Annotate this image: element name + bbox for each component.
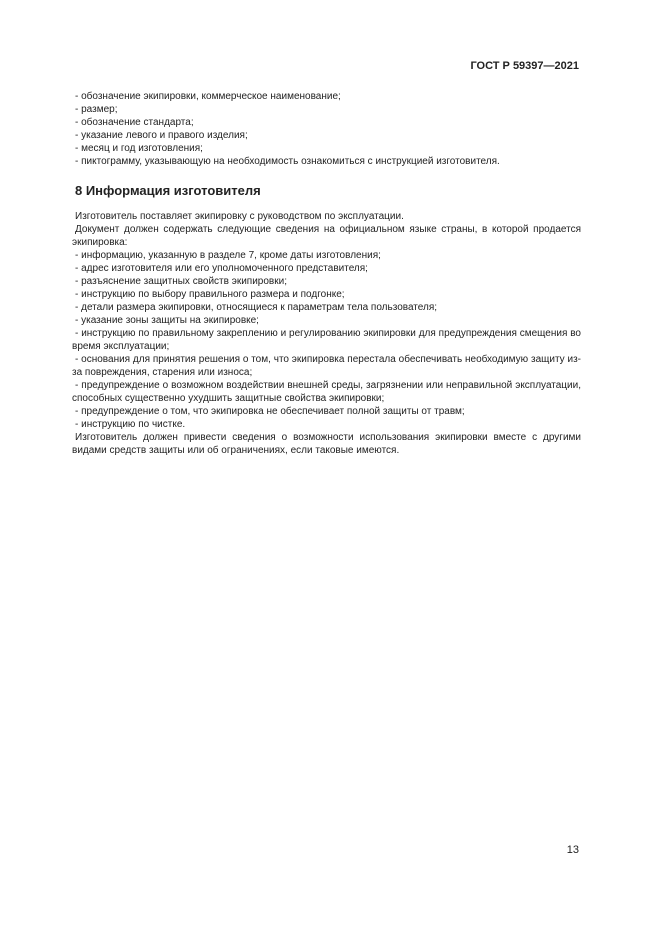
page-number: 13 bbox=[566, 844, 579, 856]
list-item: - обозначение стандарта; bbox=[75, 117, 194, 128]
list-item: - инструкцию по выбору правильного размера и подгонке; bbox=[75, 289, 345, 300]
paragraph: Изготовитель должен привести сведения о возможности использования экипировки вместе с другими видами средств защиты или об ограничениях, если таковые имеются. bbox=[72, 432, 581, 456]
document-code: ГОСТ Р 59397—2021 bbox=[470, 60, 579, 72]
list-item: - детали размера экипировки, относящиеся к параметрам тела пользователя; bbox=[75, 302, 438, 313]
list-item: - размер; bbox=[75, 104, 118, 115]
section-title: 8 Информация изготовителя bbox=[75, 183, 261, 198]
list-item: - месяц и год изготовления; bbox=[75, 143, 203, 154]
list-item: - предупреждение о том, что экипировка не обеспечивает полной защиты от травм; bbox=[75, 406, 465, 417]
marking-list bbox=[72, 90, 581, 168]
list-item: - указание левого и правого изделия; bbox=[75, 130, 248, 141]
list-item: - предупреждение о возможном воздействии внешней среды, загрязнении или неправильной эксплуатации, способных существенно ухудшить защитные свойства экипировки; bbox=[72, 380, 581, 404]
page-content bbox=[72, 90, 581, 457]
list-item: - пиктограмму, указывающую на необходимость ознакомиться с инструкцией изготовителя. bbox=[75, 156, 500, 167]
paragraph: Изготовитель поставляет экипировку с руководством по эксплуатации. bbox=[75, 211, 404, 222]
list-item: - адрес изготовителя или его уполномоченного представителя; bbox=[75, 263, 368, 274]
list-item: - указание зоны защиты на экипировке; bbox=[75, 315, 259, 326]
list-item: - основания для принятия решения о том, что экипировка перестала обеспечивать необходимую защиту из-за повреждения, старения или износа; bbox=[72, 354, 581, 378]
manufacturer-info-list bbox=[72, 249, 581, 431]
list-item: - инструкцию по чистке. bbox=[75, 419, 186, 430]
list-item: - обозначение экипировки, коммерческое наименование; bbox=[75, 91, 341, 102]
list-item: - разъяснение защитных свойств экипировки; bbox=[75, 276, 287, 287]
paragraph: Документ должен содержать следующие сведения на официальном языке страны, в которой продается экипировка: bbox=[72, 224, 581, 248]
list-item: - информацию, указанную в разделе 7, кроме даты изготовления; bbox=[75, 250, 381, 261]
list-item: - инструкцию по правильному закреплению и регулированию экипировки для предупреждения смещения во время эксплуатации; bbox=[72, 328, 581, 352]
